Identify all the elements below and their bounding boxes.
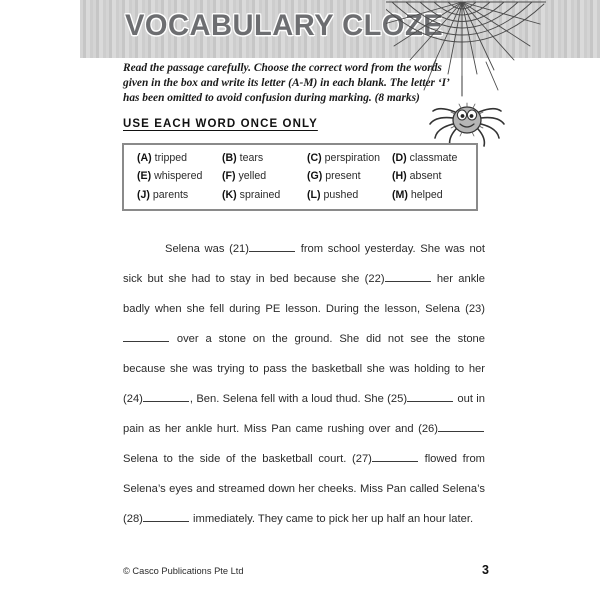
word-bank-word: pushed bbox=[320, 189, 359, 202]
word-bank-letter: (D) bbox=[392, 151, 407, 164]
passage-text: over a stone on the ground. She did not see the stone because she was trying to pass the basketball she was holding to her (24) bbox=[123, 333, 485, 405]
word-bank-grid bbox=[124, 145, 476, 209]
word-bank-word: yelled bbox=[235, 170, 267, 183]
word-bank-letter: (L) bbox=[307, 189, 321, 202]
word-bank-item bbox=[222, 152, 307, 165]
footer-copyright: © Casco Publications Pte Ltd bbox=[123, 566, 244, 576]
use-each-word-heading: USE EACH WORD ONCE ONLY bbox=[123, 118, 318, 130]
word-bank-letter: (B) bbox=[222, 151, 237, 164]
word-bank-item bbox=[137, 152, 222, 165]
passage-text: , Ben. Selena fell with a loud thud. She (25) bbox=[189, 393, 408, 405]
passage-text: from school yesterday. She was not sick but she had to stay in bed because she (22) bbox=[123, 243, 486, 285]
answer-blank-25[interactable] bbox=[407, 391, 453, 402]
cloze-passage bbox=[123, 234, 485, 534]
answer-blank-23[interactable] bbox=[123, 331, 169, 342]
word-bank-word: helped bbox=[407, 189, 443, 202]
instructions-text: Read the passage carefully. Choose the correct word from the words given in the box and write its letter (A-M) in each blank. The letter ‘I’ has been omitted to avoid confusion during marking. (8 marks) bbox=[123, 62, 449, 105]
word-bank-letter: (F) bbox=[222, 170, 236, 183]
answer-blank-28[interactable] bbox=[143, 511, 189, 522]
passage-text: flowed from Selena’s eyes and streamed down her cheeks. Miss Pan called Selena’s (28) bbox=[123, 453, 485, 525]
word-bank-letter: (C) bbox=[307, 151, 322, 164]
word-bank-item bbox=[307, 170, 392, 183]
word-bank-item bbox=[137, 170, 222, 183]
word-bank-word: tears bbox=[236, 151, 264, 164]
passage-text: Selena to the side of the basketball court. (27) bbox=[123, 453, 372, 465]
word-bank-word: whispered bbox=[151, 170, 203, 183]
word-bank-word: parents bbox=[149, 189, 189, 202]
word-bank-letter: (M) bbox=[392, 189, 408, 202]
answer-blank-27[interactable] bbox=[372, 451, 418, 462]
word-bank-letter: (K) bbox=[222, 189, 237, 202]
passage-text: out in pain as her ankle hurt. Miss Pan came rushing over and (26) bbox=[123, 393, 485, 435]
word-bank-letter: (H) bbox=[392, 170, 407, 183]
passage-text: immediately. They came to pick her up half an hour later. bbox=[189, 513, 474, 525]
word-bank-item bbox=[137, 189, 222, 202]
word-bank-item bbox=[392, 170, 489, 183]
word-bank-word: classmate bbox=[406, 151, 458, 164]
word-bank-item bbox=[222, 170, 307, 183]
word-bank-letter: (J) bbox=[137, 189, 150, 202]
word-bank-item bbox=[307, 189, 392, 202]
passage-text: her ankle badly when she fell during PE lesson. During the lesson, Selena (23) bbox=[123, 273, 485, 315]
word-bank-word: sprained bbox=[236, 189, 281, 202]
passage-text: Selena was (21) bbox=[165, 243, 250, 255]
word-bank-word: perspiration bbox=[321, 151, 381, 164]
word-bank-letter: (A) bbox=[137, 151, 152, 164]
word-bank-item bbox=[392, 152, 489, 165]
word-bank-word: tripped bbox=[151, 151, 188, 164]
page-number: 3 bbox=[482, 563, 489, 577]
word-bank-word: absent bbox=[406, 170, 442, 183]
word-bank-item bbox=[392, 189, 489, 202]
word-bank-item bbox=[307, 152, 392, 165]
word-bank-item bbox=[222, 189, 307, 202]
answer-blank-21[interactable] bbox=[249, 241, 295, 252]
header-banner bbox=[80, 0, 600, 58]
word-bank-letter: (E) bbox=[137, 170, 152, 183]
page-title: VOCABULARY CLOZE bbox=[125, 9, 444, 42]
answer-blank-26[interactable] bbox=[438, 421, 484, 432]
answer-blank-22[interactable] bbox=[385, 271, 431, 282]
word-bank-letter: (G) bbox=[307, 170, 323, 183]
answer-blank-24[interactable] bbox=[143, 391, 189, 402]
word-bank-word: present bbox=[322, 170, 361, 183]
word-bank-box bbox=[122, 143, 478, 211]
